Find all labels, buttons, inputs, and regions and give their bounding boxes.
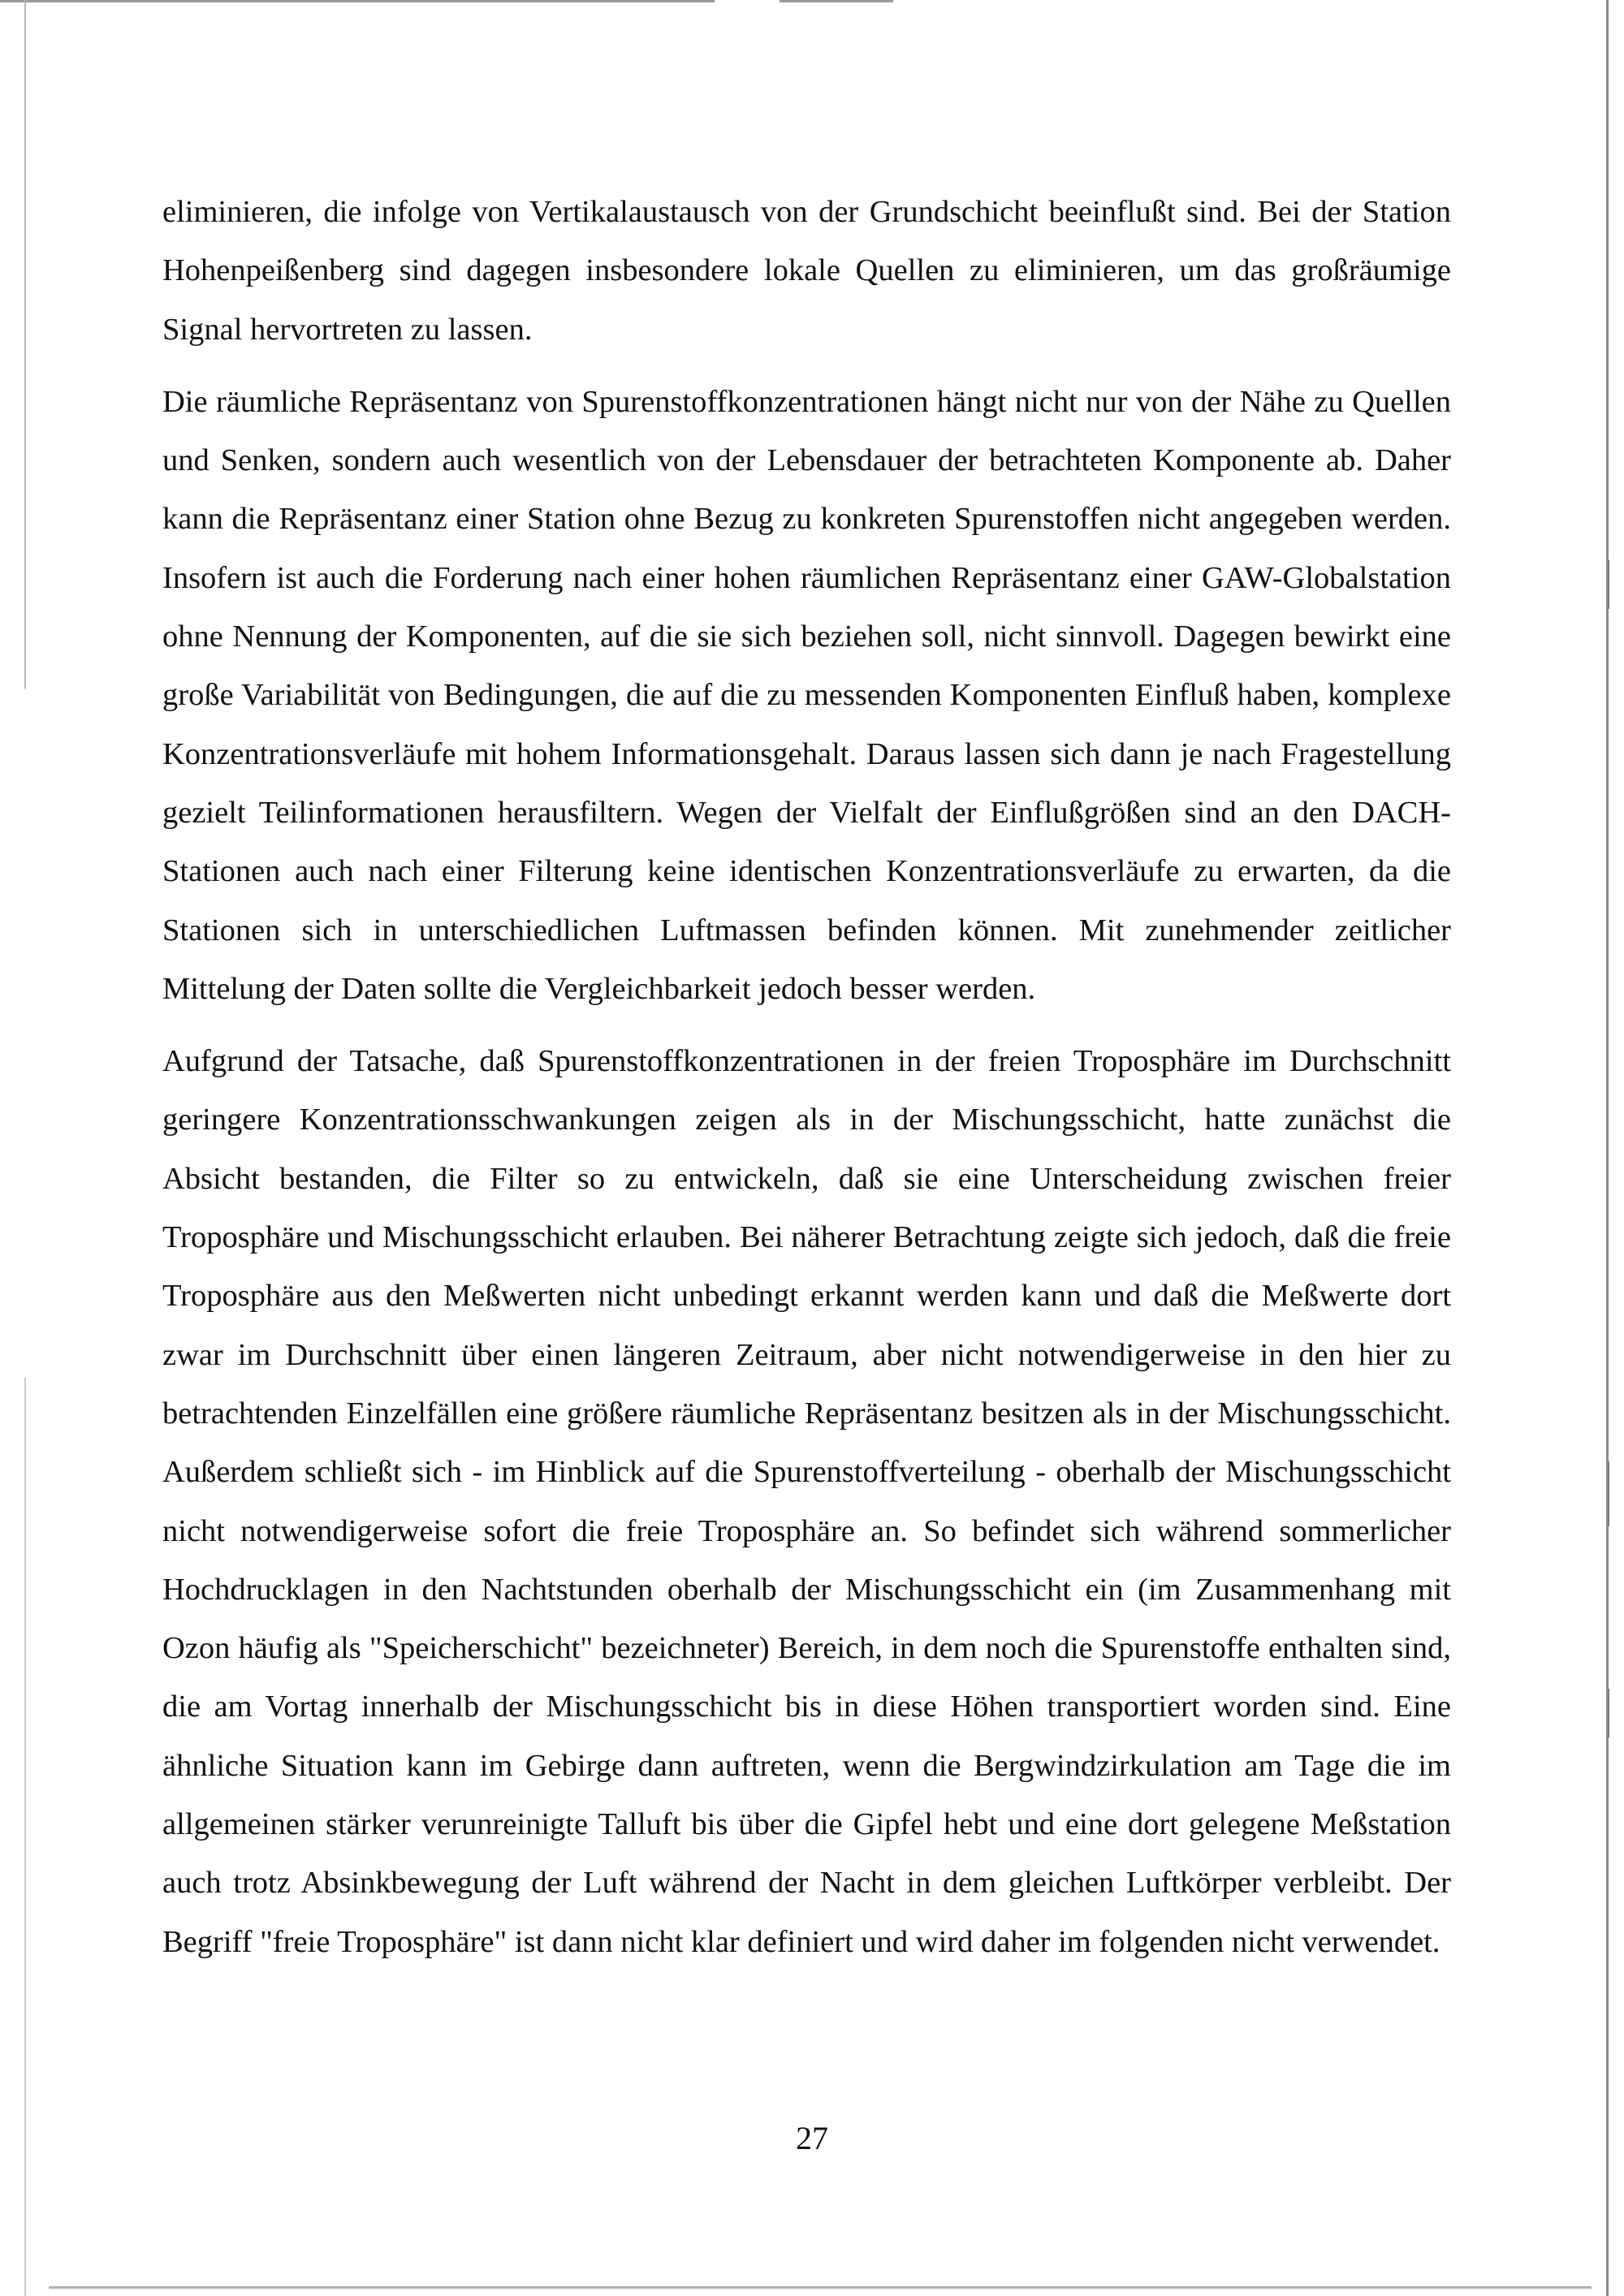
- scan-edge-right: [1606, 0, 1609, 2296]
- page-number: 27: [796, 2120, 828, 2156]
- paragraph-2: Die räumliche Repräsentanz von Spurenstoffkonzentrationen hängt nicht nur von der Nähe zu Quellen und Senken, sondern auch wesentlich von der Lebensdauer der betrachteten Komponente ab. Daher kann die Repräsentanz einer Station ohne Bezug zu konkreten Spurenstoffen nicht angegeben werden. Insofern ist auch die Forderung nach einer hohen räumlichen Repräsentanz einer GAW-Globalstation ohne Nennung der Komponenten, auf die sie sich beziehen soll, nicht sinnvoll. Dagegen bewirkt eine große Variabilität von Bedingungen, die auf die zu messenden Komponenten Einfluß haben, komplexe Konzentrationsverläufe mit hohem Informationsgehalt. Daraus lassen sich dann je nach Fragestellung gezielt Teilinformationen herausfiltern. Wegen der Vielfalt der Einflußgrößen sind an den DACH-Stationen auch nach einer Filterung keine identischen Konzentrationsverläufe zu erwarten, da die Stationen sich in unterschiedlichen Luftmassen befinden können. Mit zunehmender zeitlicher Mittelung der Daten sollte die Vergleichbarkeit jedoch besser werden.: [162, 384, 1451, 1006]
- scan-edge-left: [24, 0, 26, 2296]
- scan-mark: [1608, 1461, 1609, 1526]
- scan-edge-bottom: [0, 2286, 1624, 2289]
- paragraph-3: Aufgrund der Tatsache, daß Spurenstoffkonzentrationen in der freien Troposphäre im Durchschnitt geringere Konzentrationsschwankungen zeigen als in der Mischungsschicht, hatte zunächst die Absicht bestanden, die Filter so zu entwickeln, daß sie eine Unterscheidung zwischen freier Troposphäre und Mischungsschicht erlauben. Bei näherer Betrachtung zeigte sich jedoch, daß die freie Troposphäre aus den Meßwerten nicht unbedingt erkannt werden kann und daß die Meßwerte dort zwar im Durchschnitt über einen längeren Zeitraum, aber nicht notwendigerweise in den hier zu betrachtenden Einzelfällen eine größere räumliche Repräsentanz besitzen als in der Mischungsschicht. Außerdem schließt sich - im Hinblick auf die Spurenstoffverteilung - oberhalb der Mischungsschicht nicht notwendigerweise sofort die freie Troposphäre an. So befindet sich während sommerlicher Hochdrucklagen in den Nachtstunden oberhalb der Mischungsschicht ein (im Zusammenhang mit Ozon häufig als "Speicherschicht" bezeichneter) Bereich, in dem noch die Spurenstoffe enthalten sind, die am Vortag innerhalb der Mischungsschicht bis in diese Höhen transportiert worden sind. Eine ähnliche Situation kann im Gebirge dann auftreten, wenn die Bergwindzirkulation am Tage die im allgemeinen stärker verunreinigte Talluft bis über die Gipfel hebt und eine dort gelegene Meßstation auch trotz Absinkbewegung der Luft während der Nacht in dem gleichen Luftkörper verbleibt. Der Begriff "freie Troposphäre" ist dann nicht klar definiert und wird daher im folgenden nicht verwendet.: [162, 1044, 1451, 1959]
- scan-mark: [1608, 560, 1609, 609]
- scan-mark: [1608, 1689, 1609, 1737]
- body-text: [162, 183, 1451, 1985]
- scan-edge-top: [0, 0, 1624, 2]
- paragraph-1: eliminieren, die infolge von Vertikalaustausch von der Grundschicht beeinflußt sind. Bei der Station Hohenpeißenberg sind dagegen insbesondere lokale Quellen zu eliminieren, um das großräumige Signal hervortreten zu lassen.: [162, 195, 1451, 347]
